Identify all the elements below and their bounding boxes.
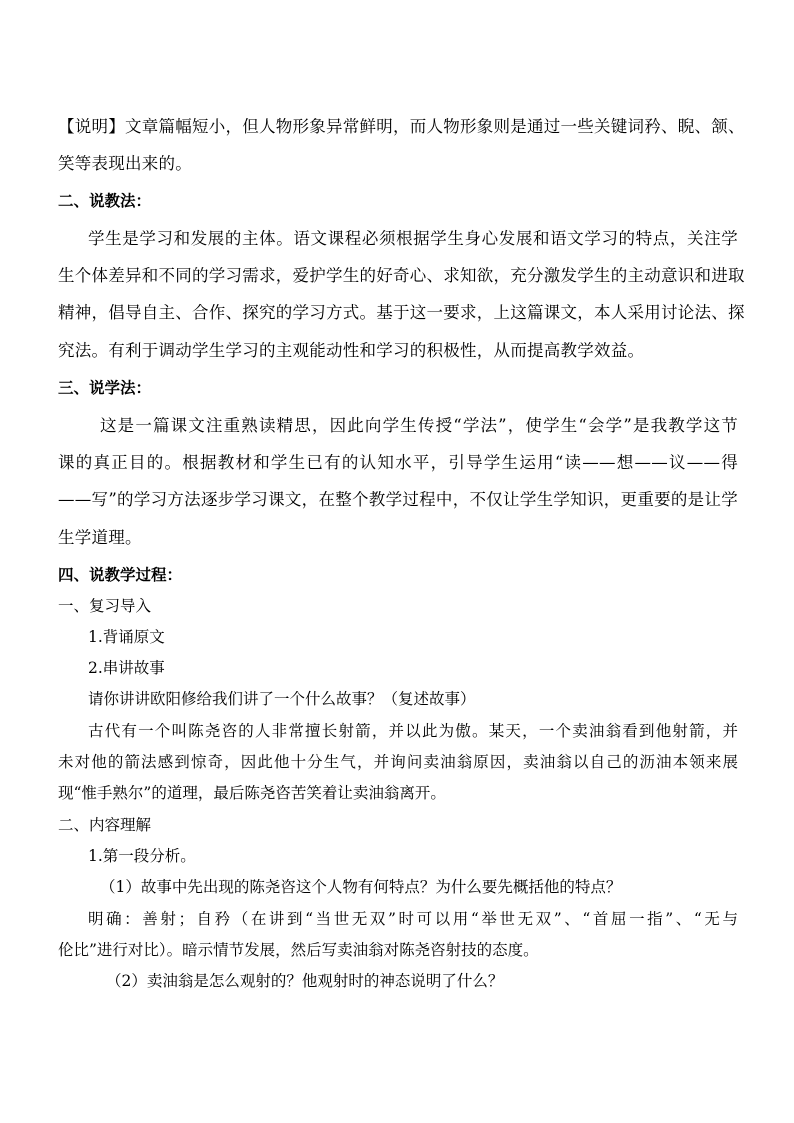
question-retell-story: 请你讲讲欧阳修给我们讲了一个什么故事？（复述故事） <box>88 690 476 708</box>
section-heading-teaching-method: 二、说教法： <box>58 191 152 210</box>
item-recite-text: 1.背诵原文 <box>88 628 165 646</box>
explanation-line-2: 笑等表现出来的。 <box>58 154 192 173</box>
question-2: （2）卖油翁是怎么观射的？他观射时的神态说明了什么？ <box>106 972 504 990</box>
teaching-method-line-4: 究法。有利于调动学生学习的主观能动性和学习的积极性，从而提高教学效益。 <box>58 341 645 360</box>
document-page <box>58 0 745 1123</box>
subheading-review-intro: 一、复习导入 <box>58 597 152 615</box>
teaching-method-line-2: 生个体差异和不同的学习需求，爱护学生的好奇心、求知欲，充分激发学生的主动意识和进取 <box>58 266 745 285</box>
story-summary-line-1: 古代有一个叫陈尧咨的人非常擅长射箭，并以此为傲。某天，一个卖油翁看到他射箭，并 <box>88 722 738 740</box>
learning-method-line-2: 课的真正目的。根据教材和学生已有的认知水平，引导学生运用“读——想——议——得 <box>58 453 738 472</box>
answer-1-line-1: 明确：善射；自矜（在讲到“当世无双”时可以用“举世无双”、“首屈一指”、“无与 <box>88 910 738 928</box>
teaching-method-line-1: 学生是学习和发展的主体。语文课程必须根据学生身心发展和语文学习的特点，关注学 <box>88 229 738 248</box>
story-summary-line-2: 未对他的箭法感到惊奇，因此他十分生气，并询问卖油翁原因，卖油翁以自己的沥油本领来展 <box>58 753 738 771</box>
item-retell-story: 2.串讲故事 <box>88 659 165 677</box>
question-1: （1）故事中先出现的陈尧咨这个人物有何特点？为什么要先概括他的特点？ <box>100 878 622 896</box>
story-summary-line-3: 现“惟手熟尔”的道理，最后陈尧咨苦笑着让卖油翁离开。 <box>58 784 446 802</box>
learning-method-line-4: 生学道理。 <box>58 528 142 547</box>
answer-1-line-2: 伦比”进行对比）。暗示情节发展，然后写卖油翁对陈尧咨射技的态度。 <box>58 941 539 959</box>
learning-method-line-1: 这是一篇课文注重熟读精思，因此向学生传授“学法”，使学生“会学”是我教学这节 <box>100 416 738 435</box>
item-first-paragraph-analysis: 1.第一段分析。 <box>88 847 196 865</box>
teaching-method-line-3: 精神，倡导自主、合作、探究的学习方式。基于这一要求，上这篇课文，本人采用讨论法、探 <box>58 303 745 322</box>
subheading-content-understanding: 二、内容理解 <box>58 816 152 834</box>
section-heading-learning-method: 三、说学法： <box>58 378 152 397</box>
learning-method-line-3: ——写”的学习方法逐步学习课文，在整个教学过程中，不仅让学生学知识，更重要的是让学 <box>58 490 738 509</box>
explanation-line-1: 【说明】文章篇幅短小，但人物形象异常鲜明，而人物形象则是通过一些关键词矜、睨、颔、 <box>58 117 745 136</box>
section-heading-teaching-process: 四、说教学过程： <box>58 565 183 584</box>
